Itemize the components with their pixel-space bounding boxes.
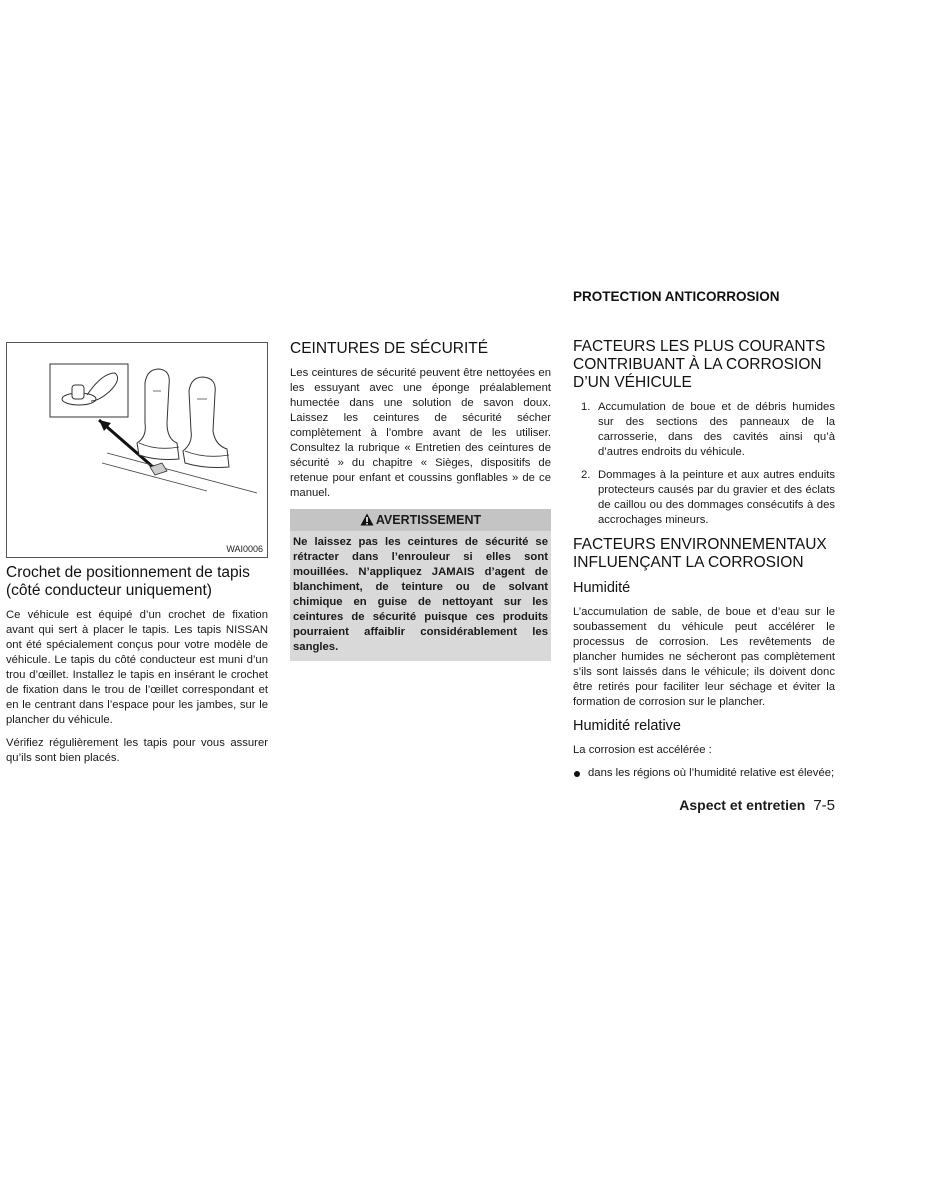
heading-common-factors: FACTEURS LES PLUS COURANTS CONTRIBUANT À LA CORROSION D’UN VÉHICULE [573, 338, 826, 391]
section-title: PROTECTION ANTICORROSION [573, 289, 780, 304]
page-number: 7-5 [813, 797, 835, 814]
heading-environmental-factors: FACTEURS ENVIRONNEMENTAUX INFLUENÇANT LA CORROSION [573, 536, 827, 571]
factors-list [573, 400, 835, 528]
warning-title: AVERTISSEMENT [375, 513, 482, 527]
list-item: 2. Dommages à la peinture et aux autres enduits protecteurs causés par du gravier et des éclats de caillou ou des dommages consécutifs à des accrochages mineurs. [581, 469, 835, 526]
list-item: 1. Accumulation de boue et de débris humides sur des sections des panneaux de la carrosserie, dans des cavités ainsi qu’à d’autres endroits du véhicule. [581, 401, 835, 458]
warning-header [290, 509, 551, 531]
subheading-humidity: Humidité [573, 580, 631, 596]
left-column [6, 342, 268, 774]
warning-triangle-icon [360, 513, 374, 526]
floor-mat-check-paragraph: Vérifiez régulièrement les tapis pour vous assurer qu’ils sont bien placés. [6, 737, 268, 764]
middle-column [290, 340, 551, 661]
bullet-icon [574, 771, 580, 777]
heading-floor-mat-hook: Crochet de positionnement de tapis (côté conducteur uniquement) [6, 564, 250, 599]
subheading-relative-humidity: Humidité relative [573, 718, 681, 734]
floor-mat-paragraph: Ce véhicule est équipé d’un crochet de fixation avant qui sert à placer le tapis. Les tapis NISSAN ont été spécialement conçus pour votre modèle de véhicule. Le tapis du côté conducteur est muni d’un trou d’œillet. Installez le tapis en insérant le crochet de fixation dans le trou de l’œillet correspondant et en le centrant dans l’espace pour les jambes, sur le plancher du véhicule. [6, 609, 268, 726]
seat-drawing [7, 343, 267, 557]
warning-box [290, 509, 551, 661]
right-column [573, 289, 835, 781]
seat-belts-paragraph: Les ceintures de sécurité peuvent être nettoyées en les essuyant avec une éponge préalablement humectée dans une solution de savon doux. Laissez les ceintures de sécurité sécher complètement à l’ombre avant de les utiliser. Consultez la rubrique « Entretien des ceintures de sécurité » du chapitre « Sièges, dispositifs de retenue pour enfant et coussins gonflables » de ce manuel. [290, 367, 551, 499]
relative-humidity-intro: La corrosion est accélérée : [573, 744, 712, 756]
figure-code: WAI0006 [226, 544, 263, 554]
floor-mat-hook-illustration [6, 342, 268, 558]
humidity-paragraph: L’accumulation de sable, de boue et d’eau sur le soubassement du véhicule peut accélérer le processus de corrosion. Les revêtements de plancher humides ne sécheront pas complètement s’ils sont laissés dans le véhicule; ils doivent donc être retirés pour faciliter leur séchage et éviter la formation de corrosion sur le plancher. [573, 606, 835, 708]
list-item: dans les régions où l’humidité relative est élevée; [573, 766, 835, 781]
bullet-list [573, 766, 835, 781]
warning-text: Ne laissez pas les ceintures de sécurité se rétracter dans l’enrouleur si elles sont mouillées. N’appliquez JAMAIS d’agent de blanchiment, de teinture ou de solvant chimique en guise de nettoyant sur les ceintures de sécurité puisque ces produits pourraient affaiblir considérablement les sangles. [293, 536, 548, 653]
heading-seat-belts: CEINTURES DE SÉCURITÉ [290, 340, 489, 357]
page-footer [679, 797, 835, 814]
chapter-name: Aspect et entretien [679, 797, 806, 813]
